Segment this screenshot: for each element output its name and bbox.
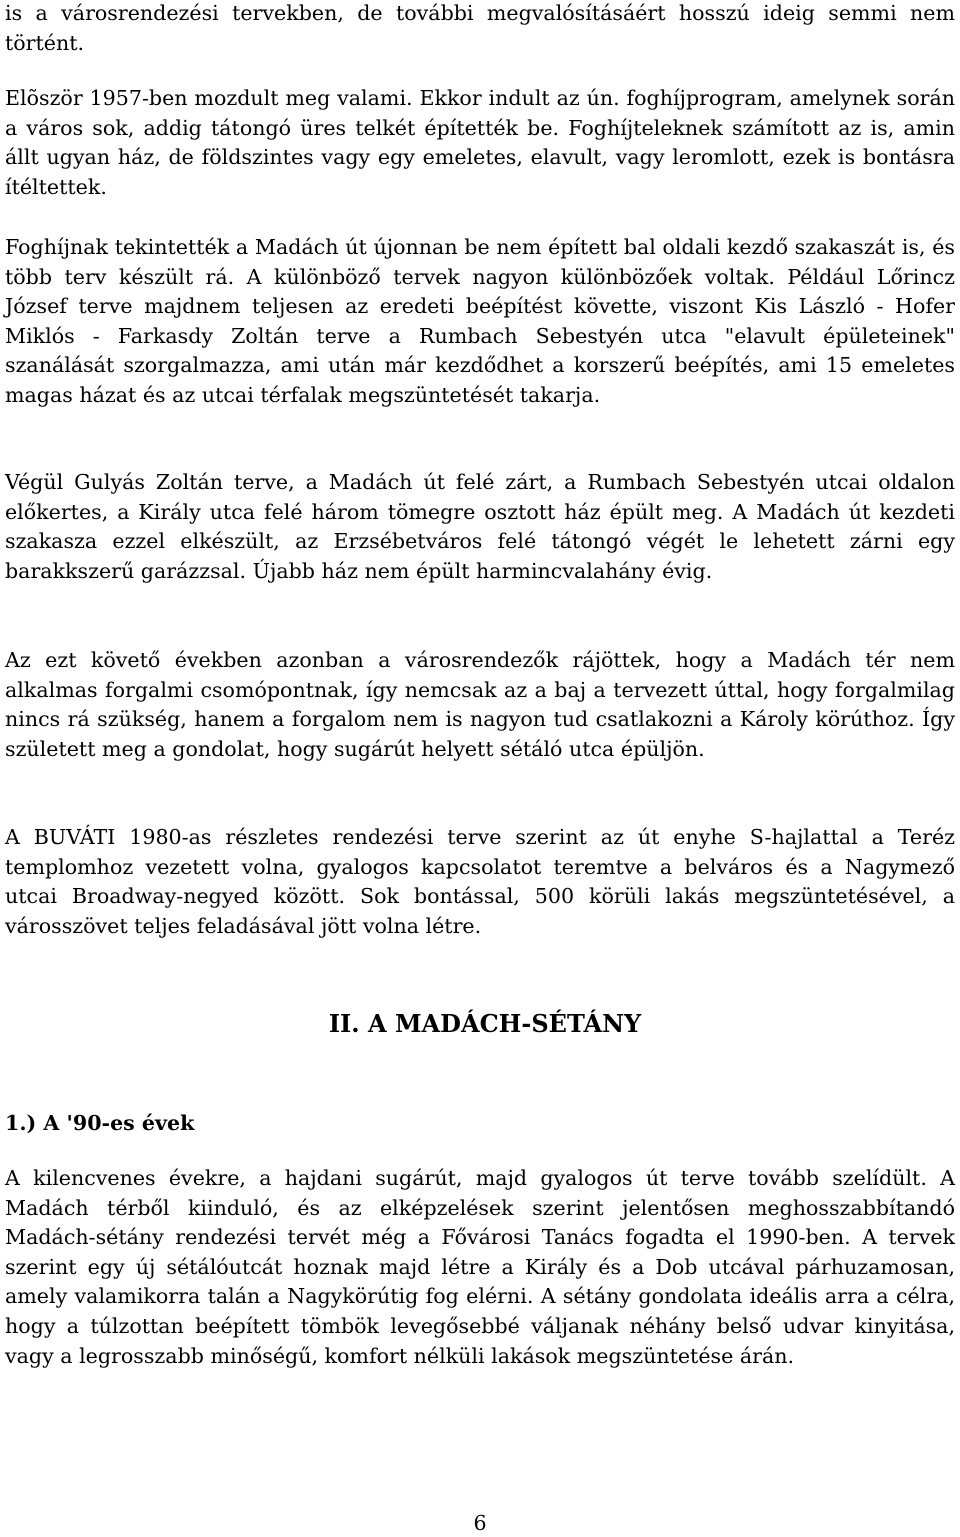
paragraph-nineties: A kilencvenes évekre, a hajdani sugárút, majd gyalogos út terve tovább szelídült. A Madách térből kiinduló, és az elképzelések szerint jelentősen meghosszabbítandó Madách-sétány rendezési tervét még a Fővárosi Tanács fogadta el 1990-ben. A tervek szerint egy új sétálóutcát hoznak majd létre a Király és a Dob utcával párhuzamosan, amely valamikorra talán a Nagykörútig fog elérni. A sétány gondolata ideális arra a célra, hogy a túlzottan beépített tömbök levegősebbé váljanak néhány belső udvar kinyitása, vagy a legrosszabb minőségű, komfort nélküli lakások megszüntetése árán. [5,1166,955,1368]
paragraph-1957-program: Elõször 1957-ben mozdult meg valami. Ekkor indult az ún. foghíjprogram, amelynek során a város sok, addig tátongó üres telkét építették be. Foghíjteleknek számított az is, amin állt ugyan ház, de földszintes vagy egy emeletes, elavult, vagy leromlott, ezek is bontásra ítéltettek. [5,86,955,199]
page-number: 6 [473,1511,487,1535]
document-page [5,0,955,1537]
paragraph-gulyas-plan: Végül Gulyás Zoltán terve, a Madách út felé zárt, a Rumbach Sebestyén utcai oldalon előkertes, a Király utca felé három tömegre osztott ház épült meg. A Madách út kezdeti szakasza ezzel elkészült, az Erzsébetváros felé tátongó végét le lehetett zárni egy barakkszerű garázzsal. Újabb ház nem épült harmincvalahány évig. [5,470,955,583]
paragraph-intro: is a városrendezési tervekben, de további megvalósításáért hosszú ideig semmi nem történt. [5,1,955,55]
chapter-heading: II. A MADÁCH-SÉTÁNY [328,1009,642,1038]
section-heading: 1.) A '90-es évek [5,1111,195,1135]
paragraph-traffic: Az ezt követő években azonban a városrendezők rájöttek, hogy a Madách tér nem alkalmas forgalmi csomópontnak, így nemcsak az a baj a tervezett úttal, hogy forgalmilag nincs rá szükség, hanem a forgalom nem is nagyon tud csatlakozni a Károly körúthoz. Így született meg a gondolat, hogy sugárút helyett sétáló utca épüljön. [5,648,955,761]
paragraph-madach-plans: Foghíjnak tekintették a Madách út újonnan be nem épített bal oldali kezdő szakaszát is, és több terv készült rá. A különböző tervek nagyon különbözőek voltak. Például Lőrincz József terve majdnem teljesen az eredeti beépítést követte, viszont Kis László - Hofer Miklós - Farkasdy Zoltán terve a Rumbach Sebestyén utca "elavult épületeinek" szanálását szorgalmazza, ami után már kezdődhet a korszerű beépítés, ami 15 emeletes magas házat és az utcai térfalak megszüntetését takarja. [5,235,955,407]
paragraph-buvati-1980: A BUVÁTI 1980-as részletes rendezési terve szerint az út enyhe S-hajlattal a Teréz templomhoz vezetett volna, gyalogos kapcsolatot teremtve a belváros és a Nagymező utcai Broadway-negyed között. Sok bontással, 500 körüli lakás megszüntetésével, a városszövet teljes feladásával jött volna létre. [5,825,955,938]
